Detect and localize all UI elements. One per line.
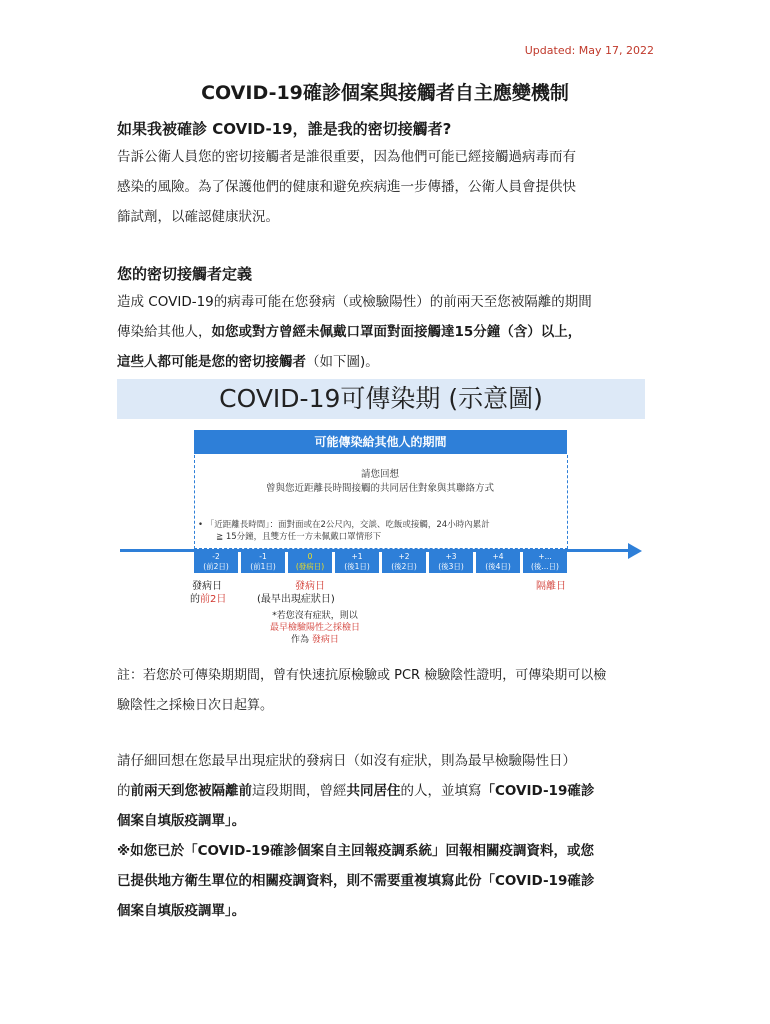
day-number: -2 <box>212 552 220 561</box>
section3-paragraph <box>117 746 657 926</box>
contact-text: 曾與您近距離長時間接觸的共同居住對象與其聯絡方式 <box>265 483 494 494</box>
recall-text: 請您回想 <box>360 469 399 480</box>
section2-paragraph <box>117 287 657 377</box>
text-bold: 如您或對方曾經未佩戴口罩面對面接觸達15分鐘（含）以上， <box>211 324 582 340</box>
note-line <box>260 634 370 646</box>
figure-title: COVID-19可傳染期 (示意圖) <box>219 384 543 413</box>
text-bold: 這些人都可能是您的密切接觸者 <box>117 354 306 370</box>
text-normal: 的人，並填寫 <box>400 783 482 799</box>
text-bold: 個案自填版疫調單」。 <box>117 903 246 919</box>
text-line: 驗陰性之採檢日次日起算。 <box>117 698 274 713</box>
day-desc: (後2日) <box>391 562 417 571</box>
text-normal: （如下圖)。 <box>306 354 379 370</box>
figure-banner <box>117 379 645 419</box>
day-cell <box>523 551 567 573</box>
note-line-red: 最早檢驗陽性之採檢日 <box>269 623 360 633</box>
label-text-red: 前2日 <box>200 594 227 605</box>
text-line: 篩試劑，以確認健康狀況。 <box>117 209 279 225</box>
text-bold: 前兩天到您被隔離前 <box>130 783 252 799</box>
day-cell-onset <box>288 551 332 573</box>
text-line <box>117 317 657 347</box>
day-number: -1 <box>259 552 267 561</box>
infectious-period-bar: 可能傳染給其他人的期間 <box>194 430 567 454</box>
day-cell <box>335 551 379 573</box>
label-isolation: 隔離日 <box>536 581 566 592</box>
day-desc: (發病日) <box>295 562 325 571</box>
day-cell <box>194 551 238 573</box>
timeline-arrow-icon <box>628 543 642 559</box>
day-number: +4 <box>492 552 504 561</box>
label-onset: 發病日 <box>295 581 325 592</box>
text-bold: 共同居住 <box>346 783 401 799</box>
day-desc: (後1日) <box>344 562 370 571</box>
label-onset-minus2: 發病日 <box>192 581 222 592</box>
label-text: 的 <box>190 594 200 605</box>
day-desc: (後...日) <box>530 562 559 571</box>
section1-paragraph <box>117 142 657 232</box>
page-title: COVID-19確診個案與接觸者自主應變機制 <box>201 82 569 104</box>
footnote <box>117 661 657 721</box>
day-desc: (前2日) <box>203 562 229 571</box>
day-number: +2 <box>398 552 410 561</box>
day-cell <box>476 551 520 573</box>
figure-note <box>260 610 370 646</box>
section2-heading: 您的密切接觸者定義 <box>117 265 253 283</box>
updated-date: Updated: May 17, 2022 <box>524 44 654 57</box>
day-desc: (前1日) <box>250 562 276 571</box>
definition-bullet-cont: ≧ 15分鐘，且雙方任一方未佩戴口罩情形下 <box>216 532 382 542</box>
section1-heading: 如果我被確診 COVID-19，誰是我的密切接觸者? <box>117 120 452 138</box>
day-number: 0 <box>307 552 313 561</box>
text-line <box>117 866 657 896</box>
day-desc: (後4日) <box>485 562 511 571</box>
definition-bullet: • 「近距離長時間」：面對面或在2公尺內，交談、吃飯或接觸，24小時內累計 <box>198 520 490 530</box>
text-line <box>117 836 657 866</box>
day-number: +... <box>538 552 552 561</box>
note-text-red: 發病日 <box>311 635 339 645</box>
text-line: 請仔細回想在您最早出現症狀的發病日（如沒有症狀，則為最早檢驗陽性日） <box>117 753 576 769</box>
day-cell <box>429 551 473 573</box>
day-cell <box>382 551 426 573</box>
text-normal: 傳染給其他人， <box>117 324 212 340</box>
text-line: 告訴公衛人員您的密切接觸者是誰很重要，因為他們可能已經接觸過病毒而有 <box>117 149 576 165</box>
day-cell <box>241 551 285 573</box>
text-line: 註：若您於可傳染期期間，曾有快速抗原檢驗或 PCR 檢驗陰性證明，可傳染期可以檢 <box>117 668 607 683</box>
day-desc: (後3日) <box>438 562 464 571</box>
text-bold: 「COVID-19確診 <box>481 783 595 799</box>
text-line <box>117 776 657 806</box>
text-line: 感染的風險。為了保護他們的健康和避免疾病進一步傳播，公衛人員會提供快 <box>117 179 576 195</box>
text-line <box>117 347 657 377</box>
label-onset-sub: (最早出現症狀日) <box>257 594 335 605</box>
label-onset-minus2-cont <box>190 590 226 605</box>
text-bold: 已提供地方衛生單位的相關疫調資料，則不需要重複填寫此份「COVID-19確診 <box>117 873 595 889</box>
text-normal: 這段期間，曾經 <box>252 783 347 799</box>
text-normal: 的 <box>117 783 131 799</box>
note-line: *若您沒有症狀，則以 <box>272 611 358 621</box>
text-bold: ※如您已於「COVID-19確診個案自主回報疫調系統」回報相關疫調資料，或您 <box>117 843 594 859</box>
text-line <box>117 806 657 836</box>
day-number: +1 <box>351 552 363 561</box>
day-number: +3 <box>445 552 457 561</box>
text-line: 造成 COVID-19的病毒可能在您發病（或檢驗陽性）的前兩天至您被隔離的期間 <box>117 294 592 310</box>
text-bold: 個案自填版疫調單」。 <box>117 813 246 829</box>
text-line <box>117 896 657 926</box>
note-text: 作為 <box>291 635 312 645</box>
